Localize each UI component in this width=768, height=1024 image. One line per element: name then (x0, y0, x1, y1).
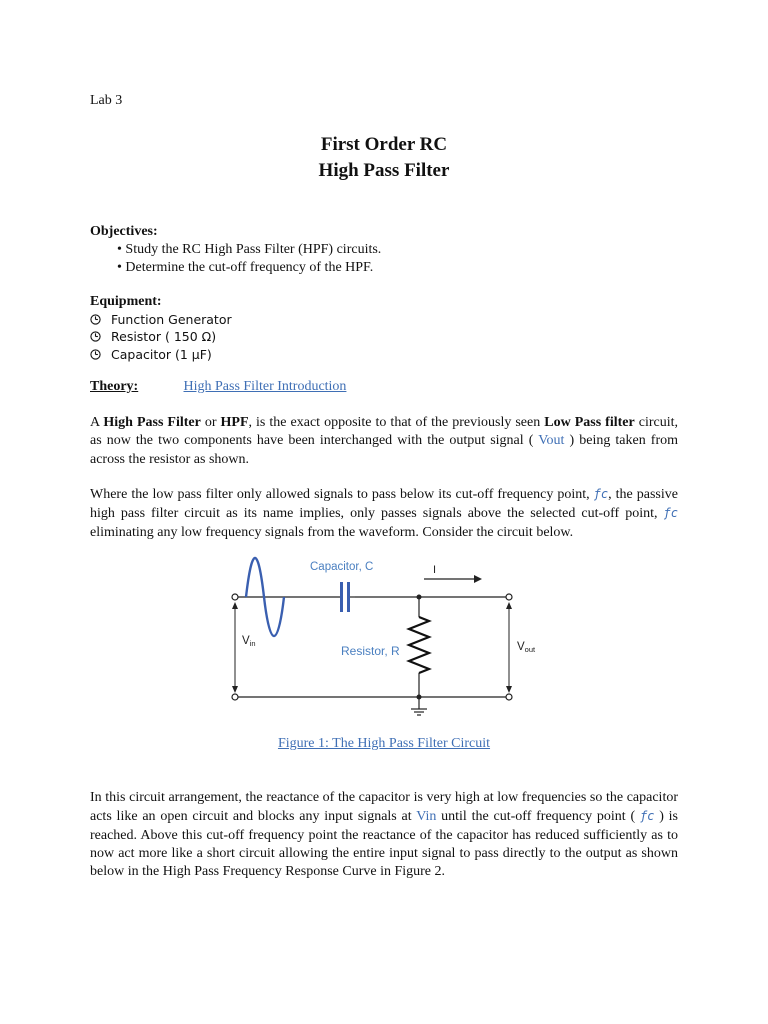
input-terminal-bottom (232, 694, 238, 700)
hpf-circuit-diagram (228, 555, 548, 725)
fc-term: ƒc (593, 487, 609, 501)
hpf-intro-link[interactable]: High Pass Filter Introduction (183, 379, 347, 394)
objective-item: • Determine the cut-off frequency of the HPF. (117, 259, 381, 277)
equipment-item: Capacitor (1 μF) (90, 346, 232, 364)
objectives-heading: Objectives: (90, 224, 158, 239)
equipment-heading: Equipment: (90, 294, 162, 309)
paragraph-reactance: In this circuit arrangement, the reactance of the capacitor is very high at low frequencies so the capacitor acts like an open circuit and blocks any input signals at Vin until the cut-off frequency point ( ƒc ) is reached. Above this cut-off frequency point the reactance of the capacitor has reduced sufficiently as to now act more like a short circuit allowing the entire input signal to pass directly to the output as shown below in the High Pass Frequency Response Curve in Figure 2. (90, 790, 678, 880)
lab-label: Lab 3 (90, 93, 123, 108)
vin-label: Vin (242, 635, 256, 648)
vout-label: Vout (517, 641, 536, 654)
objectives-section (90, 223, 381, 277)
objectives-list (90, 241, 381, 277)
figure-caption: Figure 1: The High Pass Filter Circuit (277, 736, 491, 751)
equipment-section (90, 293, 232, 363)
document-title (0, 132, 768, 184)
current-label: I (433, 564, 437, 576)
title-line-2: High Pass Filter (318, 160, 450, 181)
clock-bullet-icon (90, 314, 101, 325)
fc-term: ƒc (639, 809, 655, 824)
output-terminal-bottom (506, 694, 512, 700)
theory-section (90, 379, 346, 395)
vout-term: Vout (538, 433, 565, 449)
resistor-label: Resistor, R (341, 644, 400, 658)
resistor-zigzag (409, 617, 429, 673)
fc-term: ƒc (663, 506, 678, 521)
paragraph-hpf-intro: A High Pass Filter or HPF, is the exact opposite to that of the previously seen Low Pass filter circuit, as now the two components have been interchanged with the output signal ( Vout ) being taken from across the resistor as shown. (90, 415, 678, 467)
equipment-item: Function Generator (90, 311, 232, 329)
capacitor-plate-right (347, 582, 350, 612)
capacitor-plate-left (340, 582, 343, 612)
title-line-1: First Order RC (320, 134, 448, 155)
current-arrow-icon (474, 575, 482, 583)
ground-icon (411, 709, 427, 715)
input-terminal-top (232, 594, 238, 600)
theory-heading: Theory: (90, 379, 139, 394)
clock-bullet-icon (90, 349, 101, 360)
vin-term: Vin (416, 809, 437, 825)
objective-item: • Study the RC High Pass Filter (HPF) circuits. (117, 241, 381, 259)
capacitor-label: Capacitor, C (310, 561, 374, 573)
clock-bullet-icon (90, 331, 101, 342)
paragraph-cutoff: Where the low pass filter only allowed signals to pass below its cut-off frequency point, ƒc, the passive high pass filter circuit as its name implies, only passes signals above the selected cut-off point, ƒc eliminating any low frequency signals from the waveform. Consider the circuit below. (90, 487, 678, 540)
equipment-item: Resistor ( 150 Ω) (90, 328, 232, 346)
output-terminal-top (506, 594, 512, 600)
